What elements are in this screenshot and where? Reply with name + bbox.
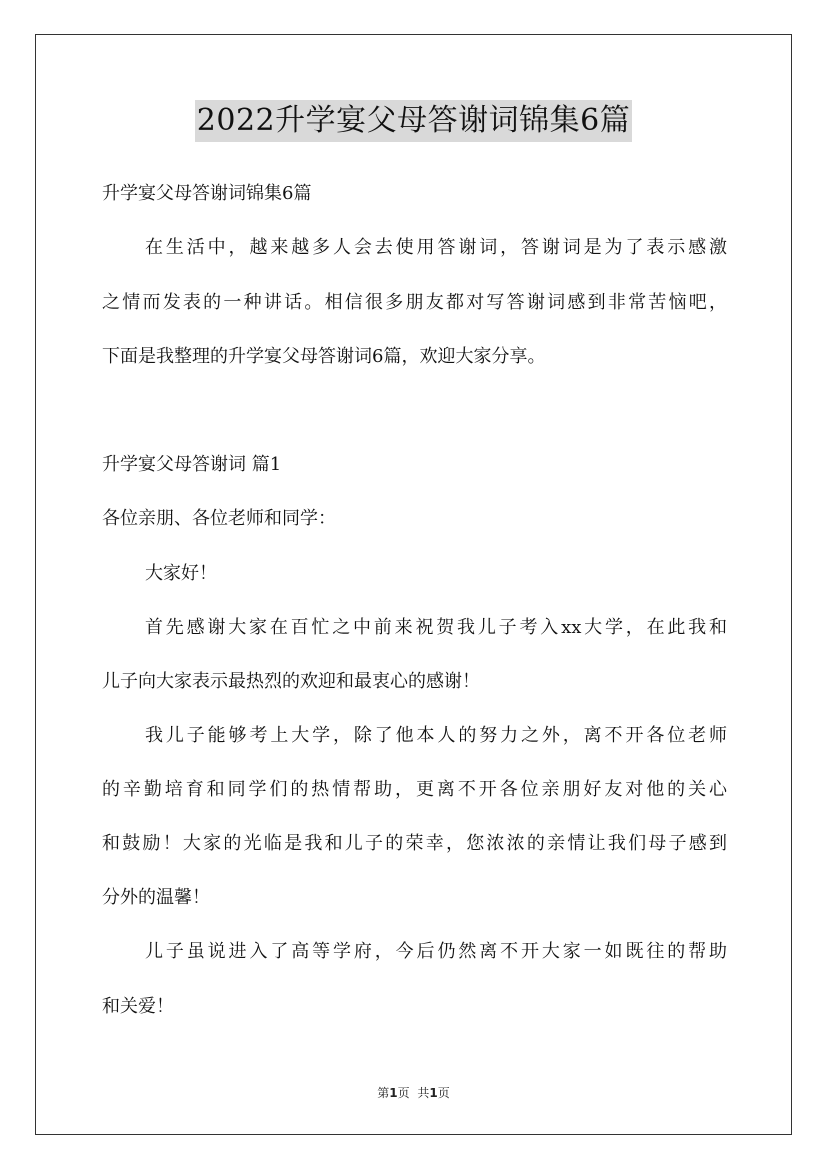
total-pages: 1 [429, 1086, 438, 1100]
document-subtitle: 升学宴父母答谢词锦集6篇 [102, 183, 312, 204]
total-label-suffix: 页 [437, 1086, 450, 1100]
page-number: 1 [389, 1086, 398, 1100]
total-label-prefix: 共 [417, 1086, 430, 1100]
greeting: 大家好！ [145, 563, 217, 584]
intro-line-2: 之情而发表的一种讲话。相信很多朋友都对写答谢词感到非常苦恼吧， [102, 292, 727, 313]
paragraph-2-line-4: 分外的温馨！ [102, 887, 210, 908]
page-footer [0, 1084, 827, 1102]
title-container [0, 100, 827, 142]
page-label-suffix: 页 [397, 1086, 410, 1100]
paragraph-1-line-1: 首先感谢大家在百忙之中前来祝贺我儿子考入xx大学，在此我和 [145, 617, 727, 638]
paragraph-2-line-2: 的辛勤培育和同学们的热情帮助，更离不开各位亲朋好友对他的关心 [102, 779, 727, 800]
paragraph-3-line-2: 和关爱！ [102, 996, 174, 1017]
salutation: 各位亲朋、各位老师和同学： [102, 508, 336, 529]
section-heading: 升学宴父母答谢词 篇1 [102, 454, 282, 475]
document-title: 2022升学宴父母答谢词锦集6篇 [195, 100, 632, 142]
paragraph-2-line-1: 我儿子能够考上大学，除了他本人的努力之外，离不开各位老师 [145, 725, 727, 746]
page-label-prefix: 第 [377, 1086, 390, 1100]
paragraph-2-line-3: 和鼓励！大家的光临是我和儿子的荣幸，您浓浓的亲情让我们母子感到 [102, 833, 727, 854]
intro-line-1: 在生活中，越来越多人会去使用答谢词，答谢词是为了表示感激 [145, 237, 727, 258]
paragraph-3-line-1: 儿子虽说进入了高等学府，今后仍然离不开大家一如既往的帮助 [145, 941, 727, 962]
paragraph-1-line-2: 儿子向大家表示最热烈的欢迎和最衷心的感谢！ [102, 671, 480, 692]
intro-line-3: 下面是我整理的升学宴父母答谢词6篇，欢迎大家分享。 [102, 346, 546, 367]
